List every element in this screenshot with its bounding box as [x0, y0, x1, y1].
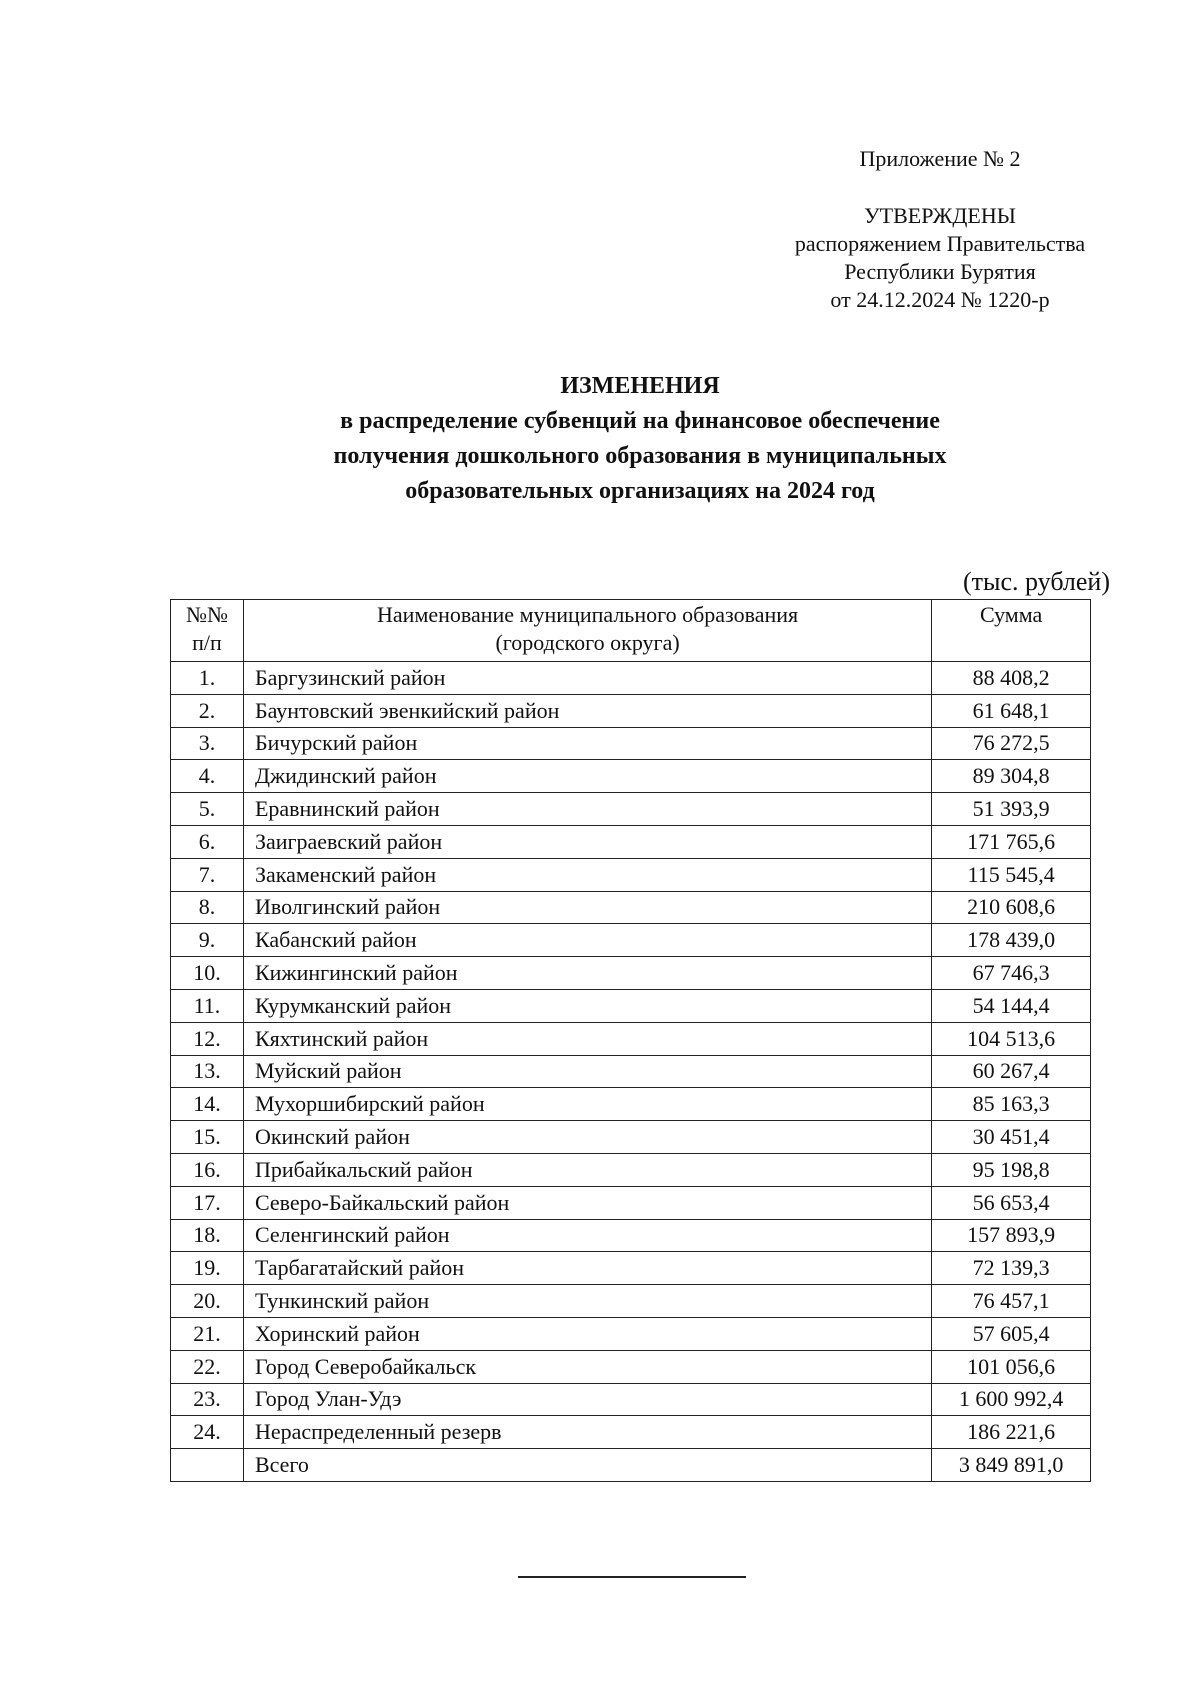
row-number: 10.: [171, 957, 244, 990]
table-row: [171, 1022, 1091, 1055]
total-label: Всего: [243, 1449, 931, 1482]
row-amount: 178 439,0: [932, 924, 1091, 957]
table-row: [171, 1055, 1091, 1088]
table-row: [171, 1285, 1091, 1318]
row-municipality-name: Джидинский район: [243, 760, 931, 793]
row-municipality-name: Прибайкальский район: [243, 1153, 931, 1186]
row-amount: 60 267,4: [932, 1055, 1091, 1088]
table-row: [171, 760, 1091, 793]
row-municipality-name: Селенгинский район: [243, 1219, 931, 1252]
table-row: [171, 694, 1091, 727]
row-municipality-name: Закаменский район: [243, 858, 931, 891]
row-municipality-name: Город Улан-Удэ: [243, 1383, 931, 1416]
row-amount: 210 608,6: [932, 891, 1091, 924]
row-amount: 57 605,4: [932, 1317, 1091, 1350]
row-amount: 157 893,9: [932, 1219, 1091, 1252]
row-number: 3.: [171, 727, 244, 760]
total-number: [171, 1449, 244, 1482]
table-row: [171, 1088, 1091, 1121]
row-municipality-name: Курумканский район: [243, 989, 931, 1022]
row-number: 9.: [171, 924, 244, 957]
closing-divider: [518, 1576, 746, 1578]
table-row: [171, 825, 1091, 858]
row-amount: 67 746,3: [932, 957, 1091, 990]
row-municipality-name: Кяхтинский район: [243, 1022, 931, 1055]
title-heading: ИЗМЕНЕНИЯ: [560, 373, 720, 399]
row-municipality-name: Иволгинский район: [243, 891, 931, 924]
approved-by-line-1: распоряжением Правительства: [794, 231, 1086, 256]
header-name-line-2: (городского округа): [495, 630, 680, 655]
row-amount: 30 451,4: [932, 1121, 1091, 1154]
row-amount: 72 139,3: [932, 1252, 1091, 1285]
header-sum-label: Сумма: [979, 602, 1043, 627]
row-number: 22.: [171, 1350, 244, 1383]
header-name: [243, 600, 931, 662]
unit-label: (тыс. рублей): [962, 567, 1110, 596]
table-row: [171, 1383, 1091, 1416]
row-municipality-name: Мухоршибирский район: [243, 1088, 931, 1121]
row-amount: 54 144,4: [932, 989, 1091, 1022]
header-sum: [932, 600, 1091, 662]
row-amount: 89 304,8: [932, 760, 1091, 793]
row-amount: 186 221,6: [932, 1416, 1091, 1449]
table-row: [171, 1350, 1091, 1383]
table-row: [171, 1416, 1091, 1449]
table-row: [171, 1317, 1091, 1350]
row-amount: 76 457,1: [932, 1285, 1091, 1318]
row-amount: 51 393,9: [932, 793, 1091, 826]
row-amount: 115 545,4: [932, 858, 1091, 891]
table-row: [171, 1219, 1091, 1252]
appendix-number: Приложение № 2: [859, 146, 1021, 171]
total-amount: 3 849 891,0: [932, 1449, 1091, 1482]
row-number: 17.: [171, 1186, 244, 1219]
row-amount: 104 513,6: [932, 1022, 1091, 1055]
row-number: 12.: [171, 1022, 244, 1055]
table-row: [171, 793, 1091, 826]
row-number: 7.: [171, 858, 244, 891]
table-row: [171, 924, 1091, 957]
row-number: 16.: [171, 1153, 244, 1186]
row-number: 2.: [171, 694, 244, 727]
row-municipality-name: Город Северобайкальск: [243, 1350, 931, 1383]
row-amount: 61 648,1: [932, 694, 1091, 727]
table-row: [171, 1186, 1091, 1219]
approved-label: УТВЕРЖДЕНЫ: [864, 203, 1016, 228]
row-municipality-name: Хоринский район: [243, 1317, 931, 1350]
title-line-3: образовательных организациях на 2024 год: [405, 478, 875, 504]
row-number: 20.: [171, 1285, 244, 1318]
row-number: 11.: [171, 989, 244, 1022]
row-amount: 101 056,6: [932, 1350, 1091, 1383]
table-row: [171, 989, 1091, 1022]
row-number: 6.: [171, 825, 244, 858]
title-line-2: получения дошкольного образования в муниципальных: [333, 443, 947, 469]
row-municipality-name: Бичурский район: [243, 727, 931, 760]
row-amount: 95 198,8: [932, 1153, 1091, 1186]
row-municipality-name: Тарбагатайский район: [243, 1252, 931, 1285]
header-number: [171, 600, 244, 662]
table-body: [171, 662, 1091, 1482]
row-municipality-name: Кабанский район: [243, 924, 931, 957]
row-municipality-name: Тункинский район: [243, 1285, 931, 1318]
table-header-row: [171, 600, 1091, 662]
row-number: 18.: [171, 1219, 244, 1252]
row-municipality-name: Окинский район: [243, 1121, 931, 1154]
table-row: [171, 858, 1091, 891]
appendix-label: [700, 145, 1180, 173]
title-line-1: в распределение субвенций на финансовое обеспечение: [340, 408, 940, 434]
table-row: [171, 727, 1091, 760]
row-number: 8.: [171, 891, 244, 924]
row-municipality-name: Заиграевский район: [243, 825, 931, 858]
table-row: [171, 662, 1091, 695]
header-name-line-1: Наименование муниципального образования: [377, 602, 799, 627]
table-row: [171, 891, 1091, 924]
table-row: [171, 957, 1091, 990]
row-number: 23.: [171, 1383, 244, 1416]
row-municipality-name: Кижингинский район: [243, 957, 931, 990]
row-amount: 171 765,6: [932, 825, 1091, 858]
table-row: [171, 1153, 1091, 1186]
row-number: 4.: [171, 760, 244, 793]
row-number: 24.: [171, 1416, 244, 1449]
approval-stamp: [700, 202, 1180, 314]
row-municipality-name: Муйский район: [243, 1055, 931, 1088]
row-municipality-name: Баунтовский эвенкийский район: [243, 694, 931, 727]
row-number: 1.: [171, 662, 244, 695]
row-amount: 56 653,4: [932, 1186, 1091, 1219]
row-number: 19.: [171, 1252, 244, 1285]
document-title: [150, 369, 1130, 509]
header-number-line-2: п/п: [192, 630, 222, 655]
row-number: 5.: [171, 793, 244, 826]
table-total-row: [171, 1449, 1091, 1482]
header-number-line-1: №№: [185, 602, 228, 627]
row-municipality-name: Северо-Байкальский район: [243, 1186, 931, 1219]
row-number: 14.: [171, 1088, 244, 1121]
row-number: 21.: [171, 1317, 244, 1350]
row-number: 15.: [171, 1121, 244, 1154]
row-amount: 76 272,5: [932, 727, 1091, 760]
row-municipality-name: Еравнинский район: [243, 793, 931, 826]
row-amount: 88 408,2: [932, 662, 1091, 695]
subvention-table: [170, 599, 1091, 1482]
row-amount: 1 600 992,4: [932, 1383, 1091, 1416]
table-row: [171, 1252, 1091, 1285]
approval-date-line: от 24.12.2024 № 1220-р: [830, 287, 1050, 312]
row-number: 13.: [171, 1055, 244, 1088]
table-row: [171, 1121, 1091, 1154]
row-municipality-name: Баргузинский район: [243, 662, 931, 695]
approved-by-line-2: Республики Бурятия: [844, 259, 1036, 284]
row-municipality-name: Нераспределенный резерв: [243, 1416, 931, 1449]
row-amount: 85 163,3: [932, 1088, 1091, 1121]
